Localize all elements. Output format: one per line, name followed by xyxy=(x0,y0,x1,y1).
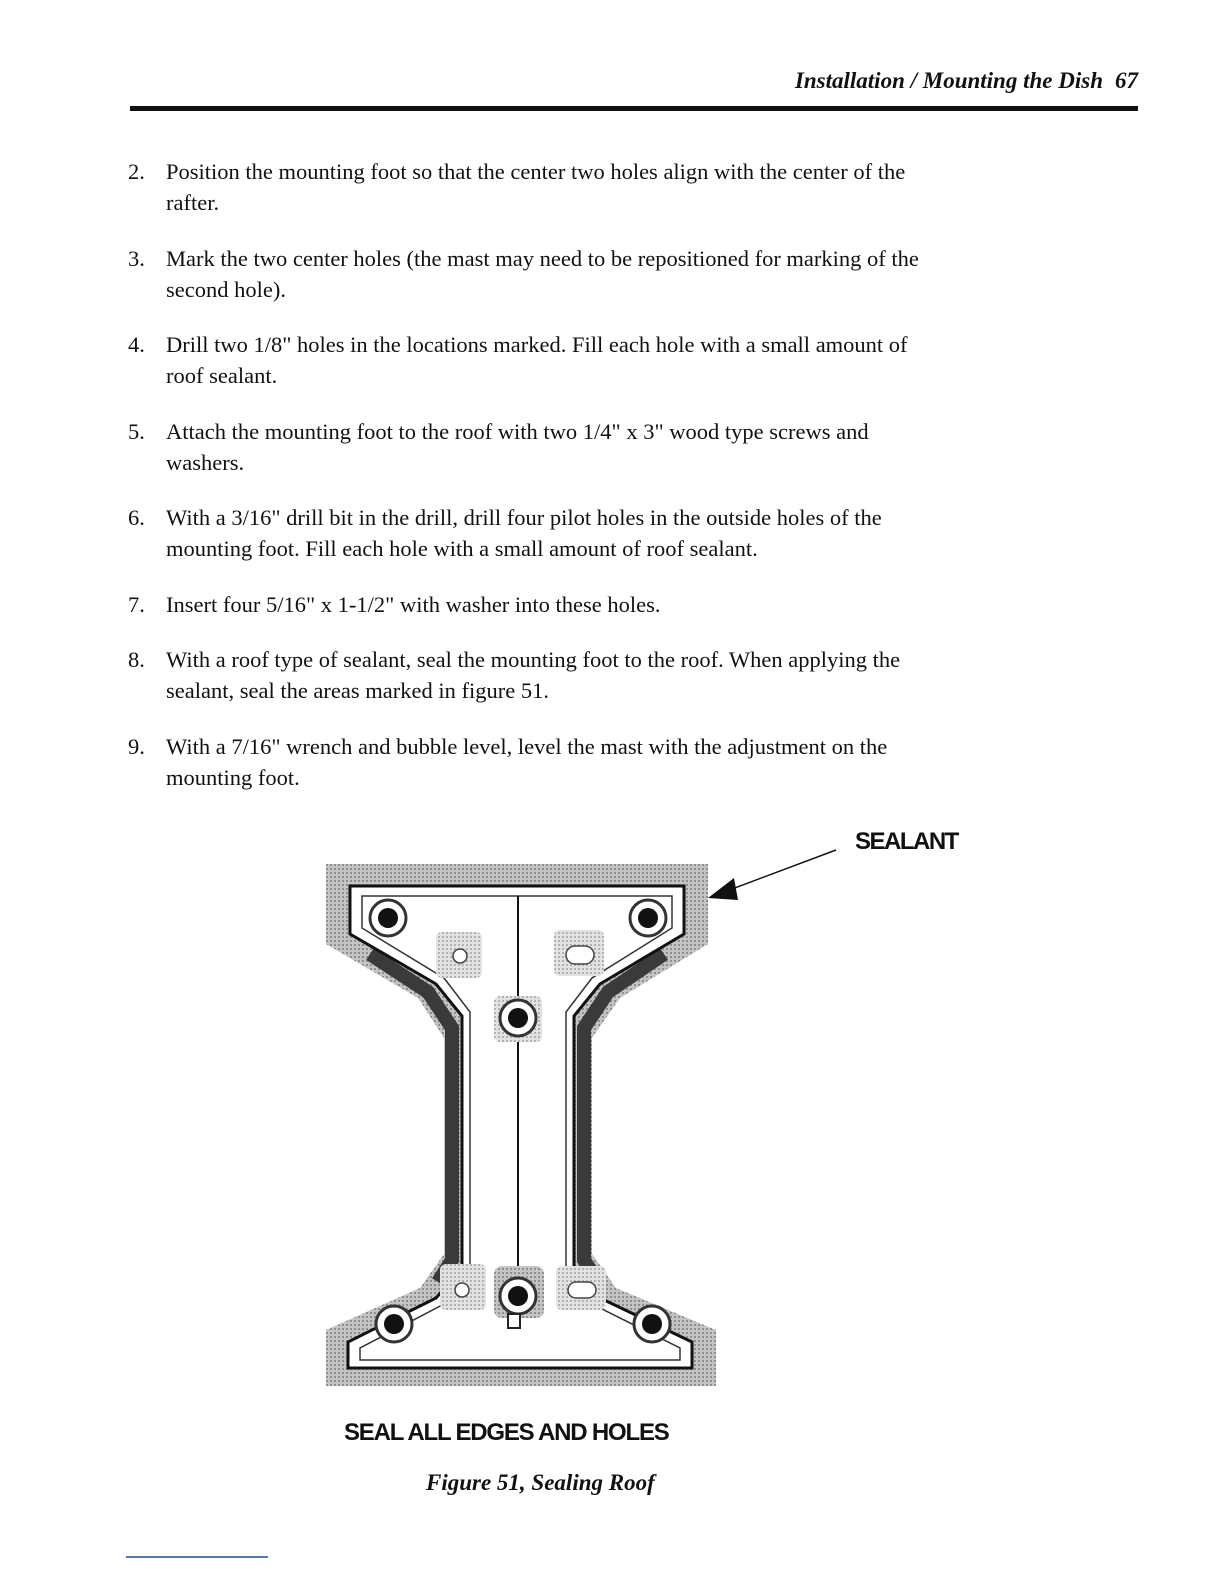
header-title: Installation / Mounting the Dish xyxy=(794,68,1103,93)
step-8 xyxy=(128,644,948,706)
slot-hole xyxy=(568,1282,596,1298)
step-number: 2. xyxy=(128,159,145,184)
mounting-foot-diagram xyxy=(318,820,978,1400)
step-number: 6. xyxy=(128,505,145,530)
page-number: 67 xyxy=(1115,68,1138,93)
instruction-steps xyxy=(128,156,948,817)
step-text: Position the mounting foot so that the center two holes align with the center of the rafter. xyxy=(166,159,906,215)
sealant-edge-left xyxy=(370,954,452,1282)
step-number: 3. xyxy=(128,245,145,271)
step-6 xyxy=(128,502,948,564)
step-7 xyxy=(128,589,948,620)
sealant-arrowhead xyxy=(708,878,738,900)
page-header xyxy=(130,64,1138,111)
sealant-label: SEALANT xyxy=(855,828,958,855)
bolt-hole xyxy=(370,900,406,936)
mast-adjuster xyxy=(508,1314,520,1328)
step-number: 8. xyxy=(128,647,145,672)
slot-hole xyxy=(566,946,594,964)
step-9 xyxy=(128,731,948,793)
step-4 xyxy=(128,329,948,391)
bolt-hole xyxy=(376,1306,412,1342)
sealant-arrow-line xyxy=(724,850,836,892)
step-2 xyxy=(128,156,948,218)
footnote-rule xyxy=(126,1556,268,1558)
step-number: 9. xyxy=(128,733,145,759)
sealant-edge-right xyxy=(584,954,664,1282)
running-header xyxy=(795,68,1138,94)
step-5 xyxy=(128,416,948,478)
step-number: 5. xyxy=(128,418,145,444)
step-text: With a roof type of sealant, seal the mounting foot to the roof. When applying the sealant, seal the areas marked in figure 51. xyxy=(166,647,901,703)
pilot-hole xyxy=(453,949,467,963)
step-text: Attach the mounting foot to the roof with two 1/4" x 3" wood type screws and washers. xyxy=(166,418,869,475)
bolt-hole xyxy=(634,1306,670,1342)
step-text: Drill two 1/8" holes in the locations marked. Fill each hole with a small amount of roof sealant. xyxy=(166,332,908,388)
figure-caption: Figure 51, Sealing Roof xyxy=(426,1470,655,1495)
step-text: Insert four 5/16" x 1-1/2" with washer into these holes. xyxy=(166,591,661,617)
step-number: 4. xyxy=(128,332,145,357)
step-text: With a 7/16" wrench and bubble level, level the mast with the adjustment on the mounting foot. xyxy=(166,733,888,790)
bolt-hole xyxy=(500,1278,536,1314)
bolt-hole xyxy=(630,900,666,936)
step-number: 7. xyxy=(128,591,145,617)
bolt-hole xyxy=(500,1000,536,1036)
step-text: With a 3/16" drill bit in the drill, drill four pilot holes in the outside holes of the mounting foot. Fill each hole with a small amount of roof sealant. xyxy=(166,505,882,561)
figure-51 xyxy=(318,820,978,1400)
seal-edges-caption: SEAL ALL EDGES AND HOLES xyxy=(344,1419,669,1446)
step-text: Mark the two center holes (the mast may need to be repositioned for marking of the second hole). xyxy=(166,245,919,302)
pilot-hole xyxy=(455,1283,469,1297)
step-3 xyxy=(128,243,948,305)
